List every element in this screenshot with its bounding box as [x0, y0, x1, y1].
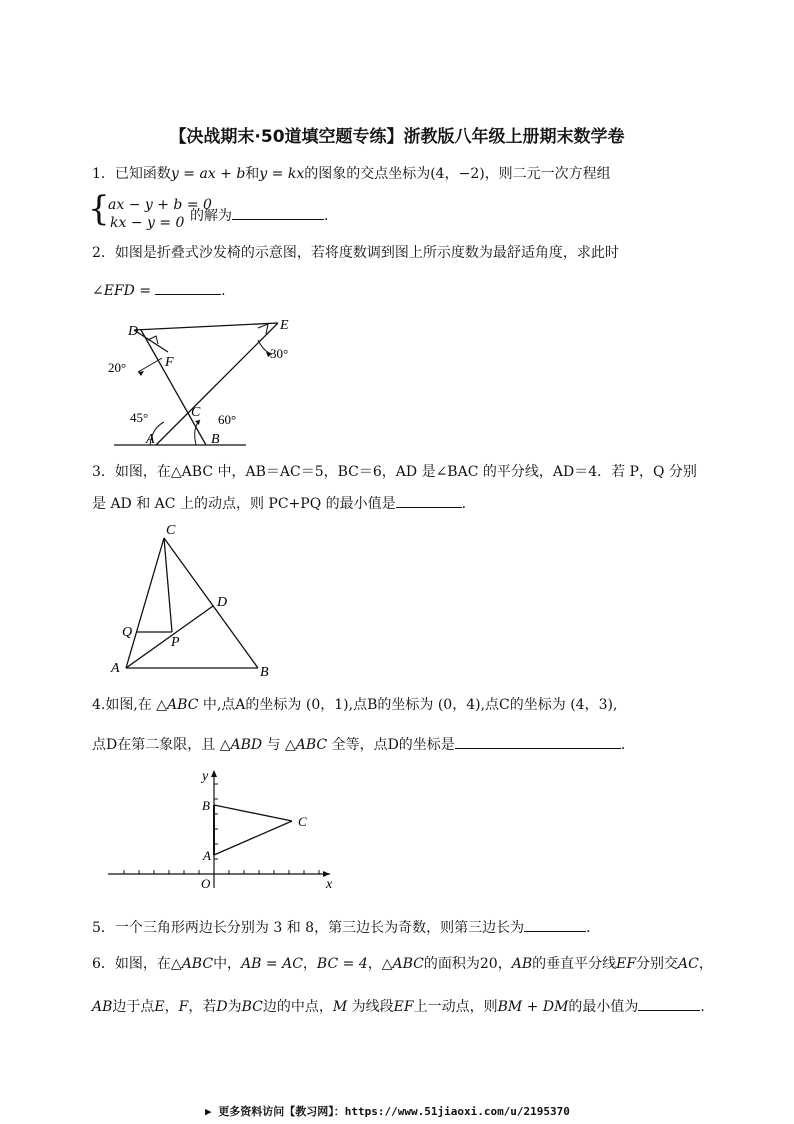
q1-text: 1．已知函数: [92, 166, 171, 182]
q5-text: 5．一个三角形两边长分别为 3 和 8，第三边长为奇数，则第三边长为: [92, 920, 525, 936]
q6-text-l: ，若: [188, 999, 217, 1015]
q6-point-e: E: [154, 999, 165, 1015]
q1-eq-1: ax − y + b = 0: [108, 197, 212, 213]
question-4-line-2: [92, 734, 625, 755]
q2-angle: ∠EFD =: [92, 283, 152, 299]
q6-text-d: ，: [367, 956, 382, 972]
q1-answer-blank[interactable]: [232, 205, 324, 220]
q3-end: .: [461, 496, 467, 512]
q1-system-brace: {: [88, 189, 110, 229]
q2-angle-30: 30°: [270, 346, 289, 361]
q1-and: 和: [245, 166, 260, 182]
q6-text-e: 的面积为: [423, 956, 480, 972]
q4-text-a: 4.如图,在: [92, 697, 152, 713]
q3-figure-triangle: [108, 520, 278, 680]
q6-text-f: ，: [497, 956, 512, 972]
q4-text-d: ,点C的坐标为: [480, 697, 566, 713]
q2-angle-45: 45°: [130, 410, 149, 425]
q4-text-e: ,: [612, 697, 618, 713]
q6-text-g: 的垂直平分线: [532, 956, 617, 972]
q6-expr: BM + DM: [497, 999, 569, 1015]
q6-area: 20: [479, 956, 498, 972]
q6-text-o: 为线段: [347, 999, 394, 1015]
q6-text-j: 边于点: [112, 999, 155, 1015]
q4-text-b: 中,点A的坐标为: [202, 697, 302, 713]
q4-tri: △ABC: [156, 697, 199, 713]
q6-text-h: 分别交: [636, 956, 679, 972]
q4-label-a: A: [203, 848, 211, 863]
question-5: [92, 917, 591, 938]
q1-answer-line: [190, 205, 328, 226]
q3-label-p: P: [171, 635, 180, 650]
q1-formula-1: y = ax + b: [170, 166, 246, 182]
q6-eq-2: BC = 4: [316, 956, 368, 972]
q2-end: .: [221, 283, 226, 299]
question-3-line-2: [92, 493, 466, 514]
q6-ac: AC: [678, 956, 699, 972]
q6-tri-2: △ABC: [381, 956, 424, 972]
q4-text-h: 全等，点D的坐标是: [331, 737, 455, 753]
q3-label-q: Q: [122, 625, 133, 640]
q2-answer-blank[interactable]: [155, 280, 221, 295]
q5-answer-blank[interactable]: [524, 917, 586, 932]
q4-axis-x: x: [326, 877, 333, 892]
q1-text-solution: 的解为: [190, 208, 232, 224]
question-6-line-2: [92, 996, 705, 1017]
question-2-line-2: [92, 280, 226, 301]
q6-text-m: 为: [227, 999, 242, 1015]
q3-label-a: A: [111, 661, 120, 676]
q3-label-c: C: [166, 523, 176, 538]
q2-angle-60: 60°: [218, 412, 237, 427]
q6-ab: AB: [511, 956, 533, 972]
q4-tri-abc: △ABC: [284, 737, 328, 753]
q2-angle-20: 20°: [108, 360, 127, 375]
q5-end: .: [586, 920, 591, 936]
q4-point-c: (4，3): [570, 697, 613, 713]
q6-ef: EF: [616, 956, 637, 972]
q1-eq-2: kx − y = 0: [110, 215, 185, 231]
question-6-line-1: [92, 954, 713, 974]
q6-text-b: 中，: [213, 956, 242, 972]
q6-tri: △ABC: [170, 956, 214, 972]
q2-label-f: F: [165, 355, 174, 370]
q2-label-c: C: [191, 405, 201, 420]
q6-point-f: F: [178, 999, 189, 1015]
q4-answer-blank[interactable]: [455, 734, 621, 749]
q3-answer-blank[interactable]: [396, 493, 462, 508]
q4-label-o: O: [201, 876, 211, 891]
q4-point-b: (0，4): [437, 697, 481, 713]
q4-axis-y: y: [202, 769, 209, 784]
q6-point-m: M: [332, 999, 348, 1015]
q2-label-b: B: [211, 432, 220, 447]
q6-point-d: D: [216, 999, 228, 1015]
q4-label-b: B: [202, 798, 210, 813]
q6-end: .: [700, 999, 705, 1015]
q4-figure-coordinate: [104, 764, 340, 894]
question-1-line-1: [92, 164, 611, 184]
q3-text: 是 AD 和 AC 上的动点，则 PC+PQ 的最小值是: [92, 496, 396, 512]
question-4-line-1: [92, 695, 617, 715]
q4-point-a: (0，1): [305, 697, 349, 713]
q2-label-e: E: [280, 318, 289, 333]
q2-figure-sofa-chair: [108, 310, 308, 450]
q6-text-c: ，: [302, 956, 317, 972]
q2-label-d: D: [128, 324, 139, 339]
q1-point: (4，−2): [430, 166, 485, 182]
q6-eq-1: AB = AC: [241, 956, 303, 972]
question-2-line-1: 2．如图是折叠式沙发椅的示意图，若将度数调到图上所示度数为最舒适角度，求此时: [92, 245, 619, 261]
q4-text-f: 点D在第二象限，且: [92, 737, 216, 753]
q4-end: .: [620, 737, 626, 753]
q2-label-a: A: [146, 432, 155, 447]
q6-text-a: 6．如图，在: [92, 956, 171, 972]
q3-label-d: D: [217, 595, 228, 610]
q6-text-i: ，: [698, 956, 713, 972]
q6-text-k: ，: [164, 999, 179, 1015]
page-title: 【决战期末·50道填空题专练】浙教版八年级上册期末数学卷: [169, 127, 625, 147]
q6-ef-2: EF: [393, 999, 414, 1015]
q6-answer-blank[interactable]: [638, 996, 700, 1011]
q6-text-n: 边的中点，: [262, 999, 333, 1015]
q3-label-b: B: [260, 665, 269, 680]
q1-text-c: ，则二元一次方程组: [484, 166, 611, 182]
q1-end: .: [324, 208, 329, 224]
q6-text-q: 的最小值为: [568, 999, 639, 1015]
q6-bc: BC: [241, 999, 263, 1015]
q6-ab-2: AB: [92, 999, 113, 1015]
footer-link[interactable]: ▶ 更多资料访问【教习网】：https://www.51jiaoxi.com/u/2195370: [205, 1105, 570, 1118]
q4-tri-abd: △ABD: [219, 737, 263, 753]
q4-text-c: ,点B的坐标为: [348, 697, 434, 713]
q6-text-p: 上一动点，则: [413, 999, 498, 1015]
q1-text-b: 的图象的交点坐标为: [304, 166, 431, 182]
q1-formula-2: y = kx: [259, 166, 305, 182]
q4-text-g: 与: [266, 737, 281, 753]
q4-label-c: C: [298, 814, 307, 829]
question-3-line-1: 3．如图，在△ABC 中，AB＝AC＝5，BC＝6，AD 是∠BAC 的平分线，AD＝4．若 P，Q 分别: [92, 464, 697, 480]
